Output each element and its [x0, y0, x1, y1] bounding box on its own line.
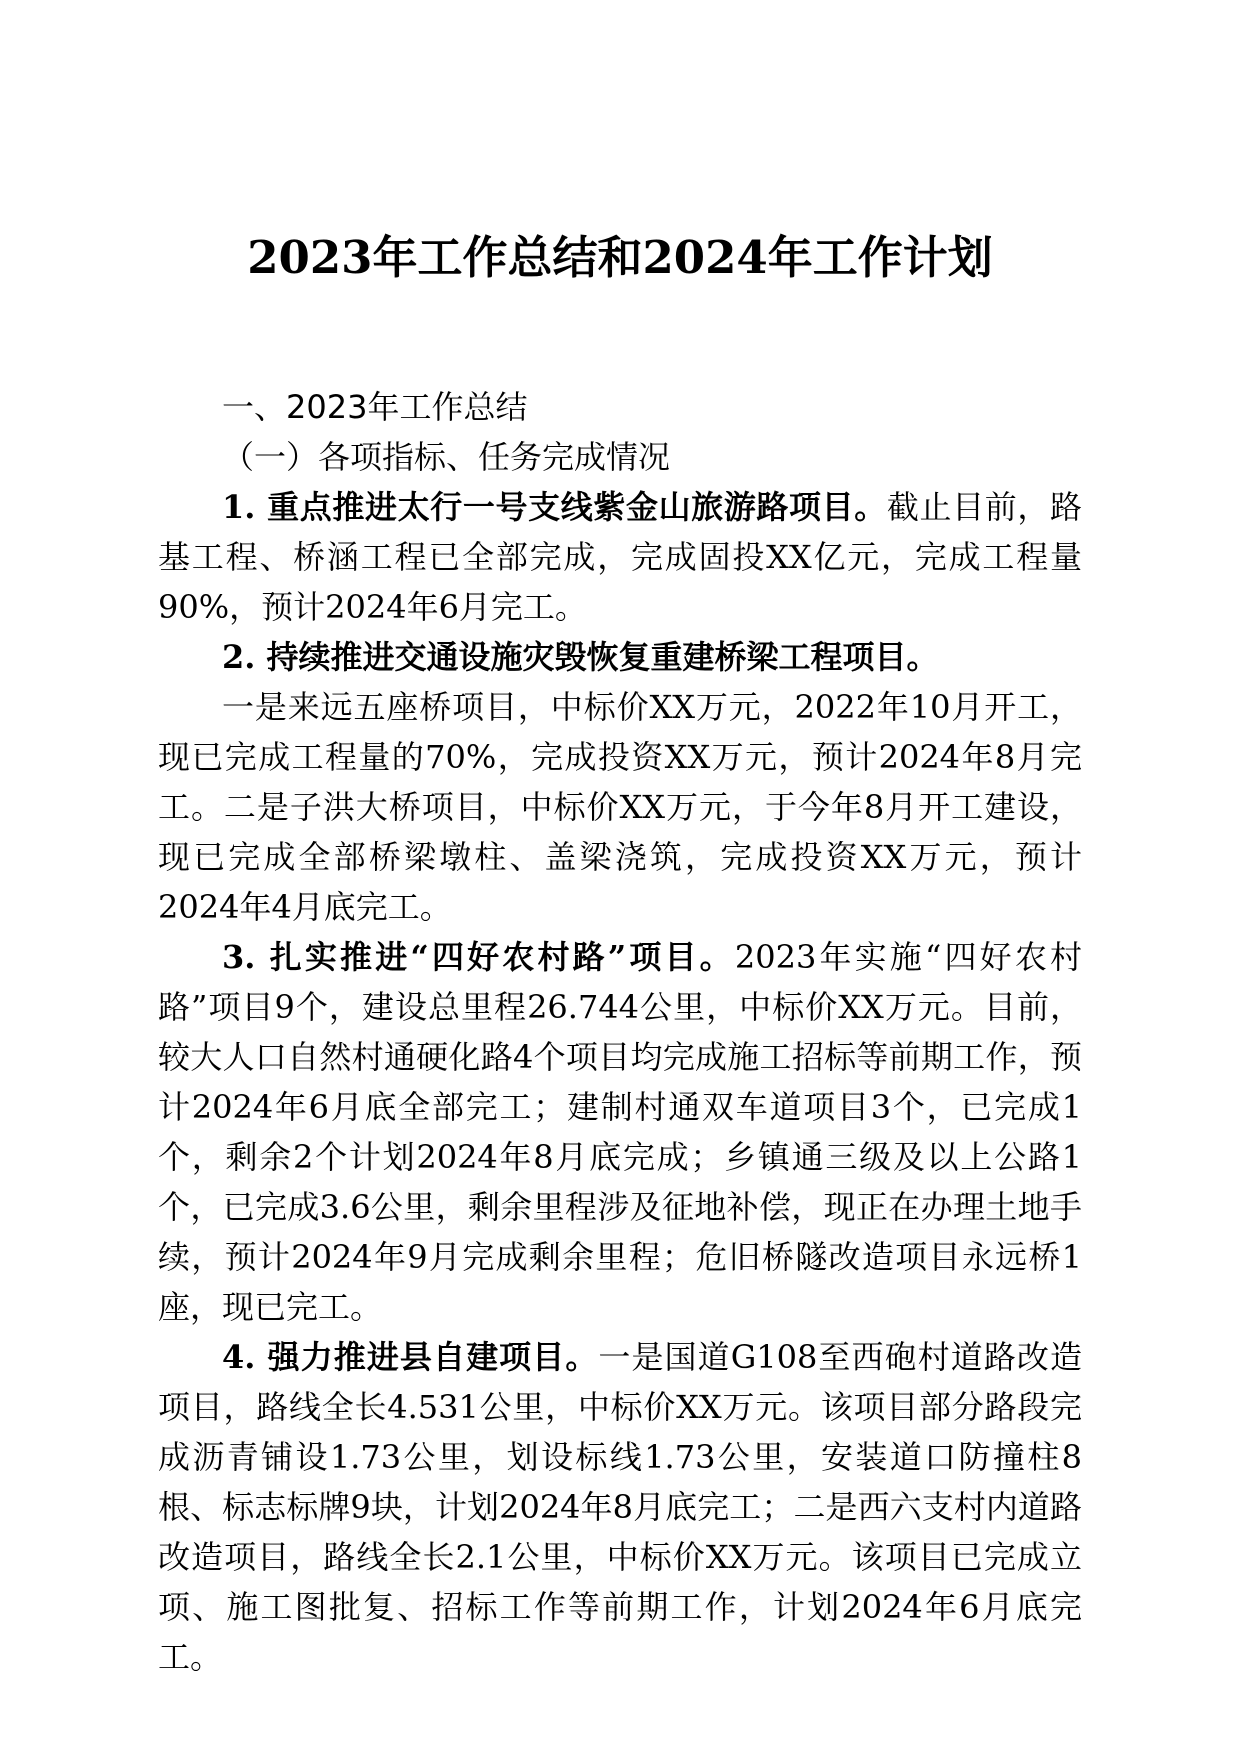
item-3-text: 2023年实施“四好农村路”项目9个，建设总里程26.744公里，中标价XX万元。目前，较大人口自然村通硬化路4个项目均完成施工招标等前期工作，预计2024年6月底全部完工；建制村通双车道项目3个，已完成1个，剩余2个计划2024年8月底完成；乡镇通三级及以上公路1个，已完成3.6公里，剩余里程涉及征地补偿，现正在办理土地手续，预计2024年9月完成剩余里程；危旧桥隧改造项目永远桥1座，现已完工。 [158, 938, 1082, 1326]
paragraph-item-3 [158, 932, 1082, 1332]
item-2-detail-text: 一是来远五座桥项目，中标价XX万元，2022年10月开工，现已完成工程量的70%，完成投资XX万元，预计2024年8月完工。二是子洪大桥项目，中标价XX万元，于今年8月开工建设，现已完成全部桥梁墩柱、盖梁浇筑，完成投资XX万元，预计2024年4月底完工。 [158, 688, 1082, 926]
section-heading: 一、2023年工作总结 [222, 388, 528, 426]
item-2-heading: 2. 持续推进交通设施灾毁恢复重建桥梁工程项目。 [222, 638, 939, 676]
paragraph-item-4 [158, 1332, 1082, 1682]
item-4-heading: 4. 强力推进县自建项目。 [222, 1338, 599, 1376]
subsection-heading: （一）各项指标、任务完成情况 [222, 438, 671, 476]
paragraph-item-2-detail [158, 682, 1082, 932]
paragraph-item-2 [158, 632, 1082, 682]
item-4-text: 一是国道G108至西砲村道路改造项目，路线全长4.531公里，中标价XX万元。该项目部分路段完成沥青铺设1.73公里，划设标线1.73公里，安装道口防撞柱8根、标志标牌9块，计划2024年8月底完工；二是西六支村内道路改造项目，路线全长2.1公里，中标价XX万元。该项目已完成立项、施工图批复、招标工作等前期工作，计划2024年6月底完工。 [158, 1338, 1082, 1676]
document-title: 2023年工作总结和2024年工作计划 [247, 231, 993, 284]
item-1-heading: 1. 重点推进太行一号支线紫金山旅游路项目。 [222, 488, 887, 526]
item-1-text: 截止目前，路基工程、桥涵工程已全部完成，完成固投XX亿元，完成工程量90%，预计2024年6月完工。 [158, 488, 1082, 626]
item-3-heading: 3. 扎实推进“四好农村路”项目。 [222, 938, 735, 976]
document-body [158, 382, 1082, 1682]
paragraph-item-1 [158, 482, 1082, 632]
